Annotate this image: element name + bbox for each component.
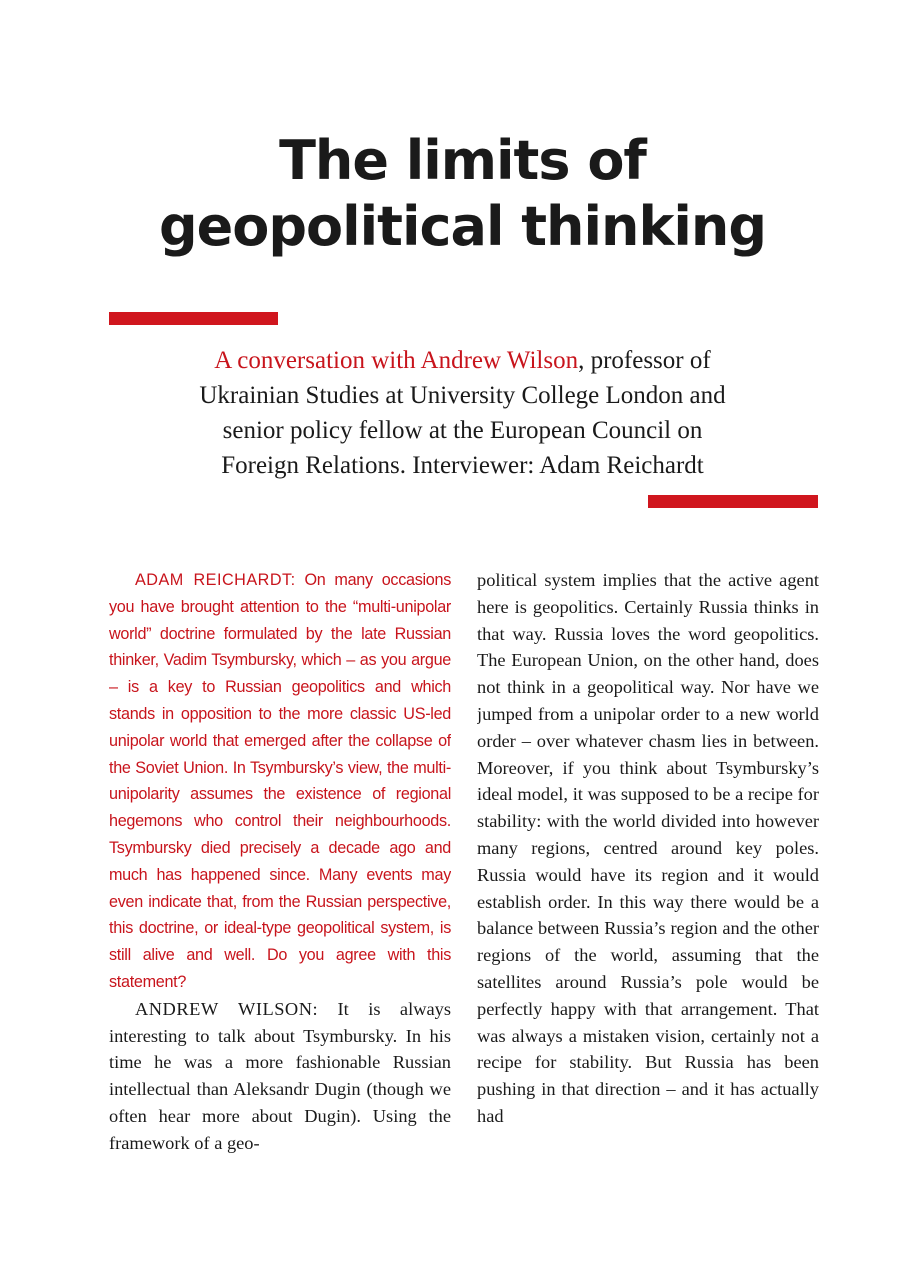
question-text: On many occasions you have brought attention to the “multi-unipolar world” doctrine formulated by the late Russian thinker, Vadim Tsymbursky, which – as you argue – is a key to Russian geopolitics and which stands in opposition to the more classic US-led unipolar world that emerged after the collapse of the Soviet Union. In Tsymbursky’s view, the multi-unipolarity assumes the existence of regional hegemons who control their neighbourhoods. Tsymbursky died precisely a decade ago and much has happened since. Many events may even indicate that, from the Russian perspective, this doctrine, or ideal-type geopolitical system, is still alive and well. Do you agree with this statement?: [109, 571, 451, 991]
interview-answer: [109, 996, 451, 1157]
answer-speaker: ANDREW WILSON:: [135, 998, 319, 1019]
interview-answer-continued: political system implies that the active agent here is geopolitics. Certainly Russia thinks in that way. Russia loves the word geopolitics. The European Union, on the other hand, does not think in a geopolitical way. Nor have we jumped from a unipolar order to a new world order – over whatever chasm lies in between. Moreover, if you think about Tsymbursky’s ideal model, it was supposed to be a recipe for stability: with the world divided into however many regions, centred around key poles. Russia would have its region and it would establish order. In this way there would be a balance between Russia’s region and the other regions of the world, assuming that the satellites around Russia’s pole would be perfectly happy with that arrangement. That was always a mistaken vision, certainly not a recipe for stability. But Russia has been pushing in that direction – and it has actually had: [477, 570, 819, 1126]
article-title: [100, 128, 825, 260]
text-column-right: [477, 567, 819, 1187]
interview-question: [109, 567, 451, 996]
title-line-2: geopolitical thinking: [159, 195, 766, 258]
answer-text-left: It is always interesting to talk about Tsymbursky. In his time he was a more fashionable Russian intellectual than Aleksandr Dugin (though we often hear more about Dugin). Using the framework of a geo-: [109, 998, 451, 1153]
question-speaker: ADAM REICHARDT:: [135, 571, 296, 589]
red-rule-right: [648, 495, 818, 508]
article-intro: [190, 343, 735, 483]
intro-highlight: A conversation with Andrew Wilson: [214, 347, 579, 374]
red-rule-left: [109, 312, 278, 325]
text-column-left: [109, 567, 451, 1187]
intro-text: , professor of Ukrainian Studies at University College London and senior policy fellow at the European Council on Foreign Relations. Interviewer: Adam Reichardt: [199, 347, 726, 479]
title-line-1: The limits of: [279, 129, 646, 192]
